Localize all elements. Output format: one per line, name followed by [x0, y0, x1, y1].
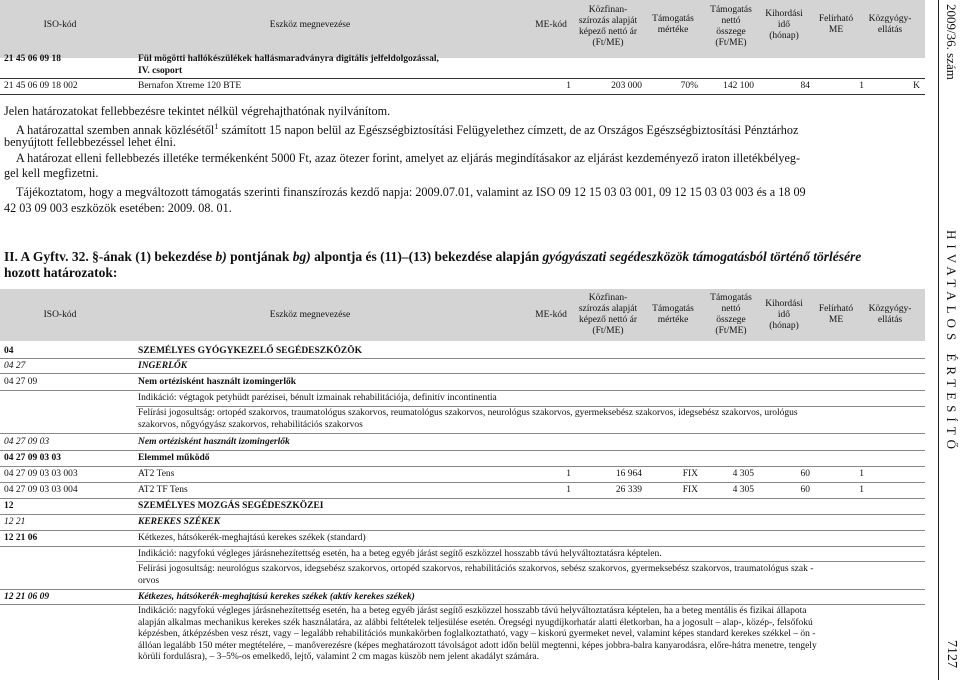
product-rate: FIX [682, 485, 698, 495]
product-rate: FIX [682, 469, 698, 479]
hdr-lend [755, 0, 813, 50]
hdr-rate-l2: mértéke [657, 25, 689, 35]
section-heading-a: II. A Gyftv. 32. §-ának (1) bekezdése [4, 249, 216, 264]
para-2-text-c: benyújtott fellebbezéssel lehet élni. [4, 135, 176, 149]
hdr2-amount-l3: összege [716, 315, 746, 325]
indication-line-4: állóan legalább 150 méter megtételére, – manőverezésre (képes meghatározott távolságot adott időn belül megtenni, képes jobbra-balra kanyarodásra, előre-hátra menetre, tengely [138, 640, 817, 651]
divider [0, 530, 925, 531]
prescription-line-1: Felírási jogosultság: neurológus szakorvos, idegsebész szakorvos, ortopéd szakorvos, rehabilitációs szakorvos, sebész szakorvos, gyermeksebész szakorvos, traumatológus szak - [138, 564, 814, 574]
divider [0, 589, 925, 590]
row-04-27-09-name: Nem ortézisként használt izomingerlők [138, 377, 297, 387]
product-name: AT2 TF Tens [138, 485, 188, 495]
hdr-amount-l3: összege [716, 27, 746, 37]
product-amount: 4 305 [732, 469, 754, 479]
hdr2-rate [642, 289, 704, 341]
hdr2-care-l1: Közgyógy- [868, 304, 912, 314]
side-margin [938, 0, 960, 680]
item-name: Bernafon Xtreme 120 BTE [138, 81, 242, 91]
divider [0, 482, 925, 483]
item-amount: 142 100 [723, 81, 754, 91]
hdr-price [572, 4, 644, 50]
section-heading-b: b) [215, 249, 227, 264]
row-12-21-06-name: Kétkezes, hátsókerék-meghajtású kerekes székek (standard) [138, 533, 366, 543]
divider [0, 450, 925, 451]
section-heading-line2: hozott határozatok: [4, 265, 118, 280]
para-2-text-a: A határozattal szemben annak közlésétől [16, 123, 215, 138]
para-4-cont [4, 201, 929, 216]
hdr-rate-l1: Támogatás [652, 14, 694, 24]
para-3-cont [4, 166, 929, 181]
hdr2-rate-l1: Támogatás [652, 304, 694, 314]
row-12-name: SZEMÉLYES MOZGÁS SEGÉDESZKÖZEI [138, 501, 324, 511]
indication-text: Indikáció: végtagok petyhüdt parézisei, bénult izmainak rehabilitációja, definitív incontinentia [138, 393, 497, 403]
product-price: 26 339 [615, 485, 642, 495]
indication-12-21-06 [138, 549, 928, 561]
hdr-me: ME-kód [535, 19, 567, 30]
hdr2-lend-l2: idő [777, 309, 791, 320]
product-lend: 60 [800, 469, 810, 479]
item-presc: 1 [859, 81, 864, 91]
product-iso: 04 27 09 03 03 003 [4, 469, 78, 479]
divider [0, 514, 925, 515]
row-04-27-09-03-name: Nem ortézisként használt izomingerlők [138, 437, 290, 447]
divider [136, 406, 925, 407]
row-04-27-09-03-03-code: 04 27 09 03 03 [4, 453, 61, 463]
hdr2-presc [810, 289, 862, 341]
prescription-line-2: szakorvos, nőgyógyász szakorvos, rehabilitációs szakorvos [138, 419, 363, 430]
item-me: 1 [566, 81, 571, 91]
hdr-rate [642, 0, 704, 50]
row-12-code: 12 [4, 501, 14, 511]
divider [0, 466, 925, 467]
para-2-cont [4, 135, 929, 150]
gazette-title: HIVATALOS ÉRTESÍTŐ [944, 230, 959, 455]
hdr2-lend [755, 289, 813, 341]
hdr2-lend-l1: Kihordási [765, 298, 803, 309]
hdr2-rate-l2: mértéke [657, 315, 689, 325]
product-lend: 60 [800, 485, 810, 495]
divider [0, 604, 925, 605]
hdr-lend-l1: Kihordási [765, 8, 803, 19]
row-12-21-name: KEREKES SZÉKEK [138, 517, 221, 527]
indication-12-21-06-09 [138, 606, 928, 664]
indication-text: Indikáció: nagyfokú végleges járásnehezítettség esetén, ha a beteg egyéb járást segítő eszközzel hosszabb távú helyváltoztatásra képtelen. [138, 549, 662, 559]
section-heading-f: gyógyászati segédeszközök támogatásból történő törlésére [542, 249, 862, 264]
indication-line-5: körüli fordulásra), – 3–5%-os emelkedő, lejtő, valamint 2 cm magas küszöb nem jelent akadályt számára. [138, 652, 539, 663]
product-me: 1 [566, 469, 571, 479]
para-4 [4, 185, 929, 200]
hdr2-care-l2: ellátás [877, 315, 903, 325]
item-iso: 21 45 06 09 18 002 [4, 81, 78, 91]
row-04-27-09-03-code: 04 27 09 03 [4, 437, 50, 447]
hdr-iso: ISO-kód [43, 19, 77, 30]
section-heading-e: alpontja és (11)–(13) bekezdése alapján [310, 249, 543, 264]
hdr2-amount-l2: nettó [721, 304, 741, 314]
para-1 [4, 104, 929, 119]
section-heading [4, 249, 929, 265]
para-3-text-a: A határozat elleni fellebbezés illetéke termékenként 5000 Ft, azaz ötezer forint, amelyet az eljárás megindításakor az eljárást kezdeményező iraton illetékbélyeg- [16, 151, 801, 165]
hdr2-price-l4: (Ft/ME) [592, 326, 624, 336]
top-table-header [0, 0, 925, 58]
indication-line-2: alapján alkalmas mechanikus kerekes szék használatára, az alábbi feltételek teljesülése esetén. Öregségi nyugdíjkorhatár alatti életkorban, ha a jogosult – alap-, közép-, felsőfokú [138, 617, 813, 628]
para-2-text-b: számított 15 napon belül az Egészségbiztosítási Felügyelethez címzett, de az Országos Egészségbiztosítási Pénztárhoz [218, 123, 799, 138]
bottom-table-header [0, 289, 925, 341]
prescription-line-2: orvos [138, 575, 160, 586]
divider [0, 373, 925, 374]
row-04-27-name: INGERLŐK [138, 361, 188, 371]
row-04-name: SZEMÉLYES GYÓGYKEZELŐ SEGÉDESZKÖZÖK [138, 346, 363, 356]
group-name-2: IV. csoport [138, 66, 183, 76]
product-me: 1 [566, 485, 571, 495]
hdr-care-l2: ellátás [877, 25, 903, 35]
row-12-21-06-code: 12 21 06 [4, 533, 38, 543]
hdr-presc-l2: ME [828, 25, 844, 35]
item-care: K [913, 81, 920, 91]
para-4-text-a: Tájékoztatom, hogy a megváltozott támogatás szerinti finanszírozás kezdő napja: 2009.07.01, valamint az ISO 09 12 15 03 03 001, 09 12 15 03 03 003 és a 18 09 [16, 185, 806, 199]
row-12-21-06-09-code: 12 21 06 09 [4, 592, 50, 602]
hdr-price-l4: (Ft/ME) [592, 38, 624, 48]
row-04-27-code: 04 27 [4, 361, 26, 371]
group-name-1: Fül mögötti hallókészülékek hallásmaradványra digitális jelfeldolgozással, [138, 54, 439, 64]
row-04-code: 04 [4, 346, 14, 356]
product-presc: 1 [859, 485, 864, 495]
prescription-04-27-09 [138, 408, 928, 431]
hdr-care-l1: Közgyógy- [868, 14, 912, 24]
divider [0, 390, 925, 391]
issue-number: 2009/36. szám [944, 4, 959, 80]
item-price: 203 000 [611, 81, 642, 91]
item-rate: 70% [680, 81, 698, 91]
hdr-amount-l4: (Ft/ME) [715, 38, 747, 48]
product-price: 16 964 [615, 469, 642, 479]
prescription-12-21-06 [138, 564, 928, 587]
divider [0, 546, 925, 547]
hdr2-amount-l1: Támogatás [710, 293, 752, 303]
row-04-27-09-code: 04 27 09 [4, 377, 38, 387]
hdr-name: Eszköz megnevezése [269, 19, 351, 30]
hdr-presc [810, 0, 862, 50]
para-3 [4, 151, 929, 166]
hdr-lend-l2: idő [777, 19, 791, 30]
section-heading-2 [4, 265, 929, 281]
top-divider [0, 78, 925, 79]
footnote-mark: 1 [214, 122, 219, 131]
hdr2-me: ME-kód [535, 309, 567, 320]
para-3-text-b: gel kell megfizetni. [4, 166, 99, 180]
item-lend: 84 [800, 81, 810, 91]
hdr2-amount [700, 291, 762, 339]
hdr2-price-l2: szírozás alapját [578, 304, 638, 314]
product-amount: 4 305 [732, 485, 754, 495]
section-heading-c: pontjának [226, 249, 293, 264]
indication-line-1: Indikáció: nagyfokú végleges járásnehezítettség esetén, ha a beteg egyéb járást segítő eszközzel hosszabb távú helyváltoztatásra képtelen, ha a beteg mentális és fizikai állapota [138, 606, 807, 616]
row-12-21-06-09-name: Kétkezes, hátsókerék-meghajtású kerekes székek (aktív kerekes székek) [138, 592, 415, 602]
divider [0, 433, 925, 434]
row-04-27-09-03-03-name: Elemmel működő [138, 453, 210, 463]
group-code: 21 45 06 09 18 [4, 54, 61, 64]
hdr-amount [700, 4, 762, 50]
indication-line-3: képzésben, átképzésben vesz részt, vagy – legalább rehabilitációs munkakörben foglalkoztatható, vagy – kiskorú gyermeket nevel, valamint képes standard kerekes székkel – ön - [138, 629, 816, 640]
hdr-presc-l1: Felírható [818, 14, 854, 24]
product-iso: 04 27 09 03 03 004 [4, 485, 78, 495]
product-name: AT2 Tens [138, 469, 175, 479]
row-12-21-code: 12 21 [4, 517, 26, 527]
divider [0, 358, 925, 359]
para-1-text: Jelen határozatokat fellebbezésre tekintet nélkül végrehajthatónak nyilvánítom. [4, 104, 391, 118]
hdr2-amount-l4: (Ft/ME) [715, 326, 747, 336]
divider [136, 561, 925, 562]
section-heading-d: bg) [292, 249, 311, 264]
prescription-line-1: Felírási jogosultság: ortopéd szakorvos, traumatológus szakorvos, reumatológus szakorvos, neurológus szakorvos, gyermeksebész szakorvos, idegsebész szakorvos, urológus [138, 408, 798, 418]
hdr2-care [860, 289, 920, 341]
hdr-care [860, 0, 920, 50]
hdr2-price-l3: képező nettó ár [578, 315, 638, 325]
hdr-amount-l2: nettó [721, 16, 741, 26]
hdr-lend-l3: (hónap) [769, 30, 799, 41]
hdr2-name: Eszköz megnevezése [269, 309, 351, 320]
top-table-bottom [0, 94, 925, 95]
hdr2-presc-l1: Felírható [818, 304, 854, 314]
hdr2-iso: ISO-kód [43, 309, 77, 320]
para-4-text-b: 42 03 09 003 eszközök esetében: 2009. 08. 01. [4, 201, 232, 215]
page-number: 7127 [944, 640, 959, 668]
hdr2-lend-l3: (hónap) [769, 320, 799, 331]
hdr-price-l3: képező nettó ár [578, 27, 638, 37]
hdr-amount-l1: Támogatás [710, 5, 752, 15]
divider [0, 498, 925, 499]
hdr2-presc-l2: ME [828, 315, 844, 325]
hdr2-price-l1: Közfinan- [588, 293, 628, 303]
hdr-price-l1: Közfinan- [588, 5, 628, 15]
product-presc: 1 [859, 469, 864, 479]
hdr2-price [572, 291, 644, 339]
hdr-price-l2: szírozás alapját [578, 16, 638, 26]
indication-04-27-09 [138, 393, 928, 405]
